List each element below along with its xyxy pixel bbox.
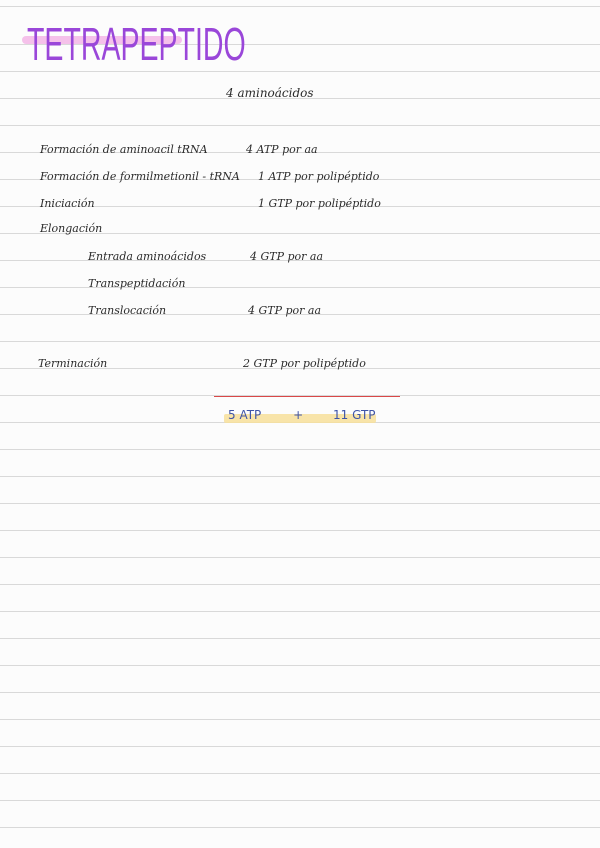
row-cost-terminacion: 2 GTP por polipéptido <box>243 357 366 370</box>
row-label-aminoacil: Formación de aminoacil tRNA <box>40 143 208 156</box>
total-plus: + <box>293 408 304 422</box>
row-cost-formilmetionil: 1 ATP por polipéptido <box>258 170 380 183</box>
row-label-entrada: Entrada aminoácidos <box>88 250 207 263</box>
subtitle: 4 aminoácidos <box>226 86 314 100</box>
row-label-elongacion: Elongación <box>40 222 103 235</box>
row-cost-iniciacion: 1 GTP por polipéptido <box>258 197 381 210</box>
total-gtp: 11 GTP <box>333 408 376 422</box>
sum-rule <box>214 396 400 397</box>
row-label-transpeptidacion: Transpeptidación <box>88 277 186 290</box>
total-atp: 5 ATP <box>228 408 262 422</box>
page-title: TETRAPEPTIDO <box>27 18 246 70</box>
row-label-translocacion: Translocación <box>88 304 167 317</box>
total-line <box>228 408 376 422</box>
row-cost-translocacion: 4 GTP por aa <box>248 304 322 317</box>
row-label-iniciacion: Iniciación <box>40 197 95 210</box>
row-cost-aminoacil: 4 ATP por aa <box>246 143 318 156</box>
row-cost-entrada: 4 GTP por aa <box>250 250 324 263</box>
row-label-terminacion: Terminación <box>38 357 108 370</box>
row-label-formilmetionil: Formación de formilmetionil - tRNA <box>40 170 240 183</box>
